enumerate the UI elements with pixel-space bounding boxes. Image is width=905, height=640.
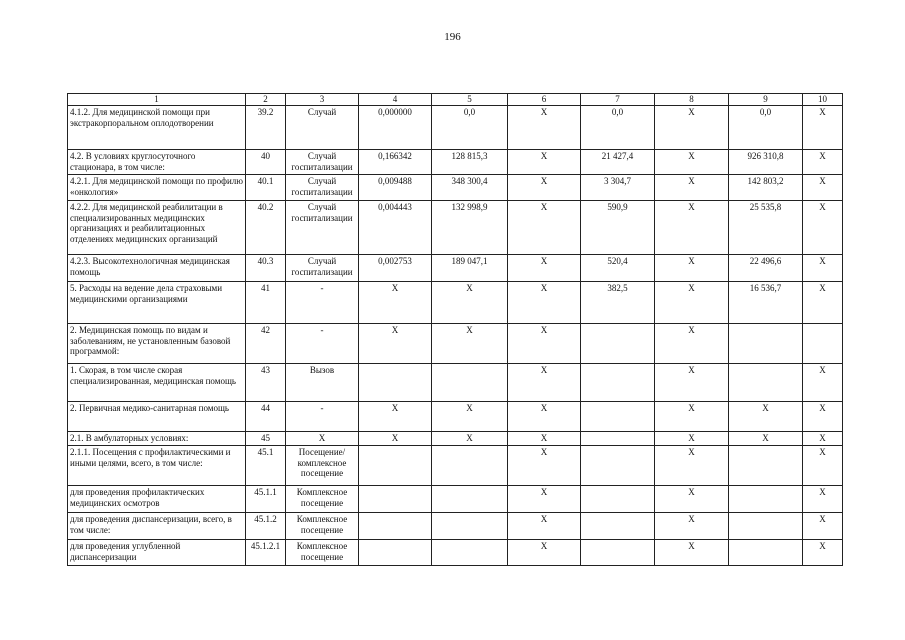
table-cell: Случай госпитализации — [286, 150, 359, 175]
table-cell: - — [286, 282, 359, 324]
table-cell: Посещение/ комплексное посещение — [286, 446, 359, 486]
column-header-8: 8 — [655, 94, 729, 106]
table-cell: X — [655, 175, 729, 201]
row-label-cell: 4.2.1. Для медицинской помощи по профилю «онкология» — [68, 175, 246, 201]
table-cell: 348 300,4 — [432, 175, 508, 201]
table-cell — [581, 432, 655, 446]
table-cell: 44 — [246, 402, 286, 432]
table-cell: X — [508, 282, 581, 324]
row-label-cell: 2.1.1. Посещения с профилактическими и иными целями, всего, в том числе: — [68, 446, 246, 486]
table-cell: 40.1 — [246, 175, 286, 201]
row-label-cell: 4.1.2. Для медицинской помощи при экстракорпоральном оплодотворении — [68, 106, 246, 150]
table-cell: X — [286, 432, 359, 446]
table-cell: 520,4 — [581, 255, 655, 282]
table-cell: 45.1.1 — [246, 486, 286, 513]
table-cell: X — [359, 324, 432, 364]
row-label-cell: 1. Скорая, в том числе скорая специализированная, медицинская помощь — [68, 364, 246, 402]
table-cell: 45 — [246, 432, 286, 446]
table-cell — [359, 486, 432, 513]
table-cell: Вызов — [286, 364, 359, 402]
column-header-4: 4 — [359, 94, 432, 106]
table-cell — [729, 513, 803, 540]
table-cell: X — [655, 513, 729, 540]
table-cell: 40.2 — [246, 201, 286, 255]
table-cell: 189 047,1 — [432, 255, 508, 282]
table-row — [68, 150, 843, 175]
table-cell: 45.1.2 — [246, 513, 286, 540]
table-cell: X — [729, 432, 803, 446]
table-cell: 25 535,8 — [729, 201, 803, 255]
table-row — [68, 432, 843, 446]
table-cell: X — [655, 106, 729, 150]
table-cell: X — [729, 402, 803, 432]
row-label-cell: для проведения профилактических медицинских осмотров — [68, 486, 246, 513]
column-header-5: 5 — [432, 94, 508, 106]
table-cell: X — [508, 324, 581, 364]
row-label-cell: 5. Расходы на ведение дела страховыми медицинскими организациями — [68, 282, 246, 324]
table-cell: X — [803, 150, 843, 175]
table-cell: - — [286, 402, 359, 432]
table-cell: X — [803, 486, 843, 513]
table-cell: X — [508, 106, 581, 150]
table-cell: X — [432, 282, 508, 324]
column-header-7: 7 — [581, 94, 655, 106]
table-cell: X — [655, 255, 729, 282]
column-header-9: 9 — [729, 94, 803, 106]
table-row — [68, 540, 843, 566]
table-cell: 45.1.2.1 — [246, 540, 286, 566]
table-cell — [432, 513, 508, 540]
table-cell — [729, 446, 803, 486]
table-cell: X — [803, 364, 843, 402]
table-cell: Комплексное посещение — [286, 513, 359, 540]
header-row — [68, 94, 843, 106]
column-header-1: 1 — [68, 94, 246, 106]
table-row — [68, 106, 843, 150]
table-row — [68, 201, 843, 255]
table-cell — [432, 486, 508, 513]
table-cell: Случай — [286, 106, 359, 150]
table-cell — [581, 540, 655, 566]
row-label-cell: 2.1. В амбулаторных условиях: — [68, 432, 246, 446]
table-cell: X — [432, 324, 508, 364]
table-cell — [729, 540, 803, 566]
table-cell: X — [655, 282, 729, 324]
table-cell: X — [508, 513, 581, 540]
row-label-cell: 4.2.2. Для медицинской реабилитации в специализированных медицинских организациях и реабилитационных отделениях медицинских организаций — [68, 201, 246, 255]
row-label-cell: 4.2.3. Высокотехнологичная медицинская помощь — [68, 255, 246, 282]
table-cell: X — [655, 201, 729, 255]
table-cell: Случай госпитализации — [286, 175, 359, 201]
table-row — [68, 324, 843, 364]
table-cell — [729, 364, 803, 402]
column-header-10: 10 — [803, 94, 843, 106]
table-cell: X — [655, 432, 729, 446]
table-cell: - — [286, 324, 359, 364]
table-cell — [359, 364, 432, 402]
table-cell — [581, 486, 655, 513]
table-cell: X — [508, 201, 581, 255]
table-cell: 382,5 — [581, 282, 655, 324]
table-cell: 128 815,3 — [432, 150, 508, 175]
table-cell: 132 998,9 — [432, 201, 508, 255]
table-cell — [359, 513, 432, 540]
table-cell: X — [803, 513, 843, 540]
table-cell: X — [508, 486, 581, 513]
table-cell: X — [655, 324, 729, 364]
table-cell: X — [432, 402, 508, 432]
table-cell: X — [359, 402, 432, 432]
table-cell — [581, 402, 655, 432]
table-cell: X — [803, 282, 843, 324]
table-cell: X — [508, 255, 581, 282]
table-cell — [581, 513, 655, 540]
table-cell: X — [359, 432, 432, 446]
table-cell: X — [803, 402, 843, 432]
table-cell: 0,004443 — [359, 201, 432, 255]
table-row — [68, 446, 843, 486]
table-cell: 41 — [246, 282, 286, 324]
row-label-cell: 2. Медицинская помощь по видам и заболеваниям, не установленным базовой программой: — [68, 324, 246, 364]
column-header-3: 3 — [286, 94, 359, 106]
table-cell: X — [803, 175, 843, 201]
table-cell: 40.3 — [246, 255, 286, 282]
page-number: 196 — [444, 31, 461, 43]
row-label-cell: для проведения углубленной диспансеризации — [68, 540, 246, 566]
table-cell: X — [655, 402, 729, 432]
row-label-cell: для проведения диспансеризации, всего, в том числе: — [68, 513, 246, 540]
table-cell: 0,002753 — [359, 255, 432, 282]
table-cell: X — [803, 432, 843, 446]
table-cell: X — [803, 255, 843, 282]
column-header-6: 6 — [508, 94, 581, 106]
table-row — [68, 402, 843, 432]
table-cell: 40 — [246, 150, 286, 175]
table-row — [68, 364, 843, 402]
table-cell: X — [803, 540, 843, 566]
table-cell — [803, 324, 843, 364]
table-cell: X — [803, 446, 843, 486]
table-cell: 43 — [246, 364, 286, 402]
table-cell: X — [655, 446, 729, 486]
table-cell: Случай госпитализации — [286, 201, 359, 255]
data-table — [67, 93, 843, 566]
table-cell — [359, 540, 432, 566]
table-cell: X — [508, 402, 581, 432]
table-cell — [581, 446, 655, 486]
table-cell — [581, 364, 655, 402]
table-cell — [432, 540, 508, 566]
table-cell: X — [508, 175, 581, 201]
table-cell: X — [359, 282, 432, 324]
table-cell: 16 536,7 — [729, 282, 803, 324]
table-cell: Комплексное посещение — [286, 486, 359, 513]
table-row — [68, 486, 843, 513]
row-label-cell: 4.2. В условиях круглосуточного стационара, в том числе: — [68, 150, 246, 175]
table-cell: X — [803, 106, 843, 150]
table-cell: X — [432, 432, 508, 446]
table-cell: 0,009488 — [359, 175, 432, 201]
table-cell — [359, 446, 432, 486]
table-cell: 590,9 — [581, 201, 655, 255]
table-row — [68, 282, 843, 324]
table-cell — [432, 446, 508, 486]
table-row — [68, 513, 843, 540]
table-cell: Комплексное посещение — [286, 540, 359, 566]
table-cell: 142 803,2 — [729, 175, 803, 201]
table-cell — [432, 364, 508, 402]
table-cell: 39.2 — [246, 106, 286, 150]
table-cell: X — [508, 150, 581, 175]
table-row — [68, 255, 843, 282]
table-cell: 42 — [246, 324, 286, 364]
table-cell: 0,166342 — [359, 150, 432, 175]
table-cell: X — [508, 540, 581, 566]
table-cell: 0,0 — [729, 106, 803, 150]
table-cell: 3 304,7 — [581, 175, 655, 201]
table-body — [68, 94, 843, 566]
table-cell — [729, 486, 803, 513]
table-cell: Случай госпитализации — [286, 255, 359, 282]
table-cell: X — [508, 432, 581, 446]
table-cell: 0,0 — [432, 106, 508, 150]
table-cell: 22 496,6 — [729, 255, 803, 282]
table-cell: X — [655, 486, 729, 513]
table-cell: 0,000000 — [359, 106, 432, 150]
table-cell — [729, 324, 803, 364]
table-cell: X — [655, 150, 729, 175]
table-cell: 21 427,4 — [581, 150, 655, 175]
row-label-cell: 2. Первичная медико-санитарная помощь — [68, 402, 246, 432]
table-cell: X — [508, 446, 581, 486]
column-header-2: 2 — [246, 94, 286, 106]
table-cell: X — [803, 201, 843, 255]
table-cell: X — [655, 364, 729, 402]
table-cell: 926 310,8 — [729, 150, 803, 175]
table-cell: 0,0 — [581, 106, 655, 150]
table-cell: X — [508, 364, 581, 402]
table-cell — [581, 324, 655, 364]
table-row — [68, 175, 843, 201]
table-cell: 45.1 — [246, 446, 286, 486]
table-cell: X — [655, 540, 729, 566]
